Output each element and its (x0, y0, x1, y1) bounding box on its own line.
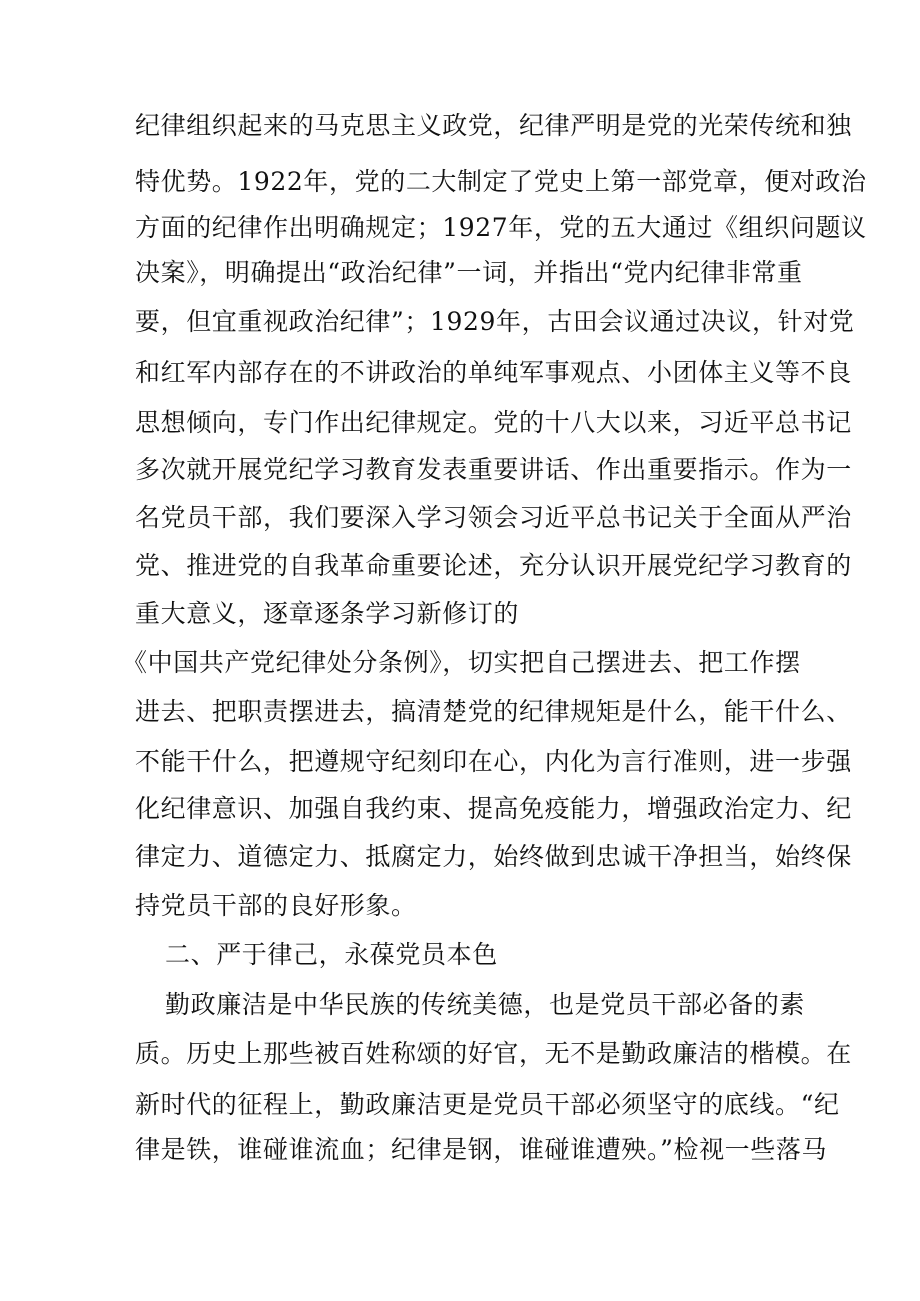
text-line: 勤政廉洁是中华民族的传统美德，也是党员干部必备的素 (165, 990, 806, 1019)
text-line: 纪律组织起来的马克思主义政党，纪律严明是党的光荣传统和独 (135, 111, 852, 140)
text-line: 特优势。1922年，党的二大制定了党史上第一部党章，便对政治 (135, 167, 867, 196)
section-heading: 二、严于律己，永葆党员本色 (165, 940, 498, 969)
text-line: 方面的纪律作出明确规定；1927年，党的五大通过《组织问题议 (135, 213, 867, 242)
text-line: 要，但宜重视政治纪律”；1929年，古田会议通过决议，针对党 (135, 307, 855, 336)
text-line: 党、推进党的自我革命重要论述，充分认识开展党纪学习教育的 (135, 551, 852, 580)
text-line: 重大意义，逐章逐条学习新修订的 (135, 599, 520, 628)
text-line: 律是铁，谁碰谁流血；纪律是钢，谁碰谁遭殃。”检视一些落马 (135, 1135, 828, 1164)
text-line: 新时代的征程上，勤政廉洁更是党员干部必须坚守的底线。“纪 (135, 1090, 840, 1119)
text-line: 思想倾向，专门作出纪律规定。党的十八大以来，习近平总书记 (135, 408, 852, 437)
text-line: 多次就开展党纪学习教育发表重要讲话、作出重要指示。作为一 (135, 455, 852, 484)
text-line: 《中国共产党纪律处分条例》，切实把自己摆进去、把工作摆 (122, 648, 801, 677)
text-line: 化纪律意识、加强自我约束、提高免疫能力，增强政治定力、纪 (135, 794, 852, 823)
text-line: 律定力、道德定力、抵腐定力，始终做到忠诚干净担当，始终保 (135, 842, 852, 871)
text-line: 和红军内部存在的不讲政治的单纯军事观点、小团体主义等不良 (135, 358, 852, 387)
text-line: 进去、把职责摆进去，搞清楚党的纪律规矩是什么，能干什么、 (135, 697, 852, 726)
text-line: 名党员干部，我们要深入学习领会习近平总书记关于全面从严治 (135, 503, 852, 532)
text-line: 决案》，明确提出“政治纪律”一词，并指出“党内纪律非常重 (135, 258, 803, 287)
text-line: 质。历史上那些被百姓称颂的好官，无不是勤政廉洁的楷模。在 (135, 1039, 852, 1068)
text-line: 不能干什么，把遵规守纪刻印在心，内化为言行准则，进一步强 (135, 747, 852, 776)
text-line: 持党员干部的良好形象。 (135, 891, 417, 920)
